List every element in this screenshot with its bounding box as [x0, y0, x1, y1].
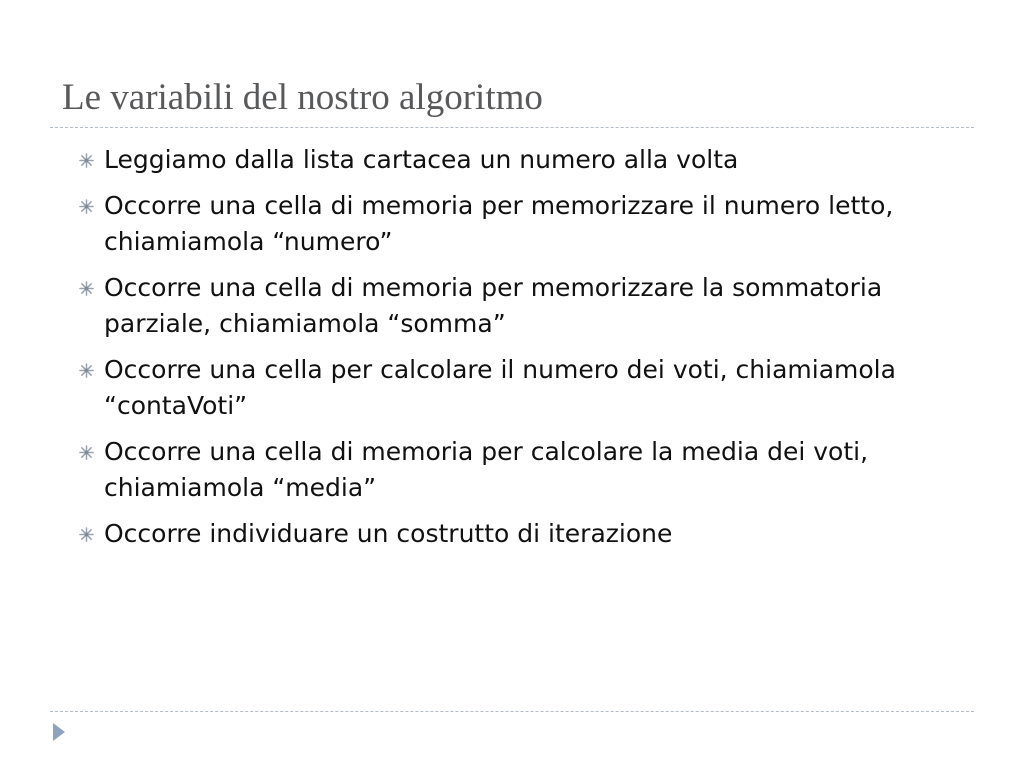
list-item	[76, 434, 976, 506]
bullet-text: Leggiamo dalla lista cartacea un numero alla volta	[104, 145, 739, 174]
list-item	[76, 270, 976, 342]
list-item	[76, 188, 976, 260]
bullet-text: Occorre una cella di memoria per calcolare la media dei voti, chiamiamola “media”	[104, 437, 869, 502]
triangle-right-icon[interactable]	[52, 722, 66, 742]
snowflake-bullet-icon	[79, 199, 94, 214]
bullet-text: Occorre una cella di memoria per memorizzare la sommatoria parziale, chiamiamola “somma”	[104, 273, 883, 338]
slide-title: Le variabili del nostro algoritmo	[62, 77, 543, 118]
snowflake-bullet-icon	[79, 153, 94, 168]
bullet-list	[76, 142, 976, 562]
bullet-text: Occorre una cella di memoria per memorizzare il numero letto, chiamiamola “numero”	[104, 191, 894, 256]
bullet-text: Occorre individuare un costrutto di iterazione	[104, 519, 673, 548]
list-item	[76, 142, 976, 178]
title-divider	[50, 127, 974, 128]
list-item	[76, 352, 976, 424]
snowflake-bullet-icon	[79, 281, 94, 296]
snowflake-bullet-icon	[79, 445, 94, 460]
list-item	[76, 516, 976, 552]
footer-divider	[50, 711, 974, 712]
snowflake-bullet-icon	[79, 363, 94, 378]
bullet-text: Occorre una cella per calcolare il numero dei voti, chiamiamola “contaVoti”	[104, 355, 896, 420]
snowflake-bullet-icon	[79, 527, 94, 542]
